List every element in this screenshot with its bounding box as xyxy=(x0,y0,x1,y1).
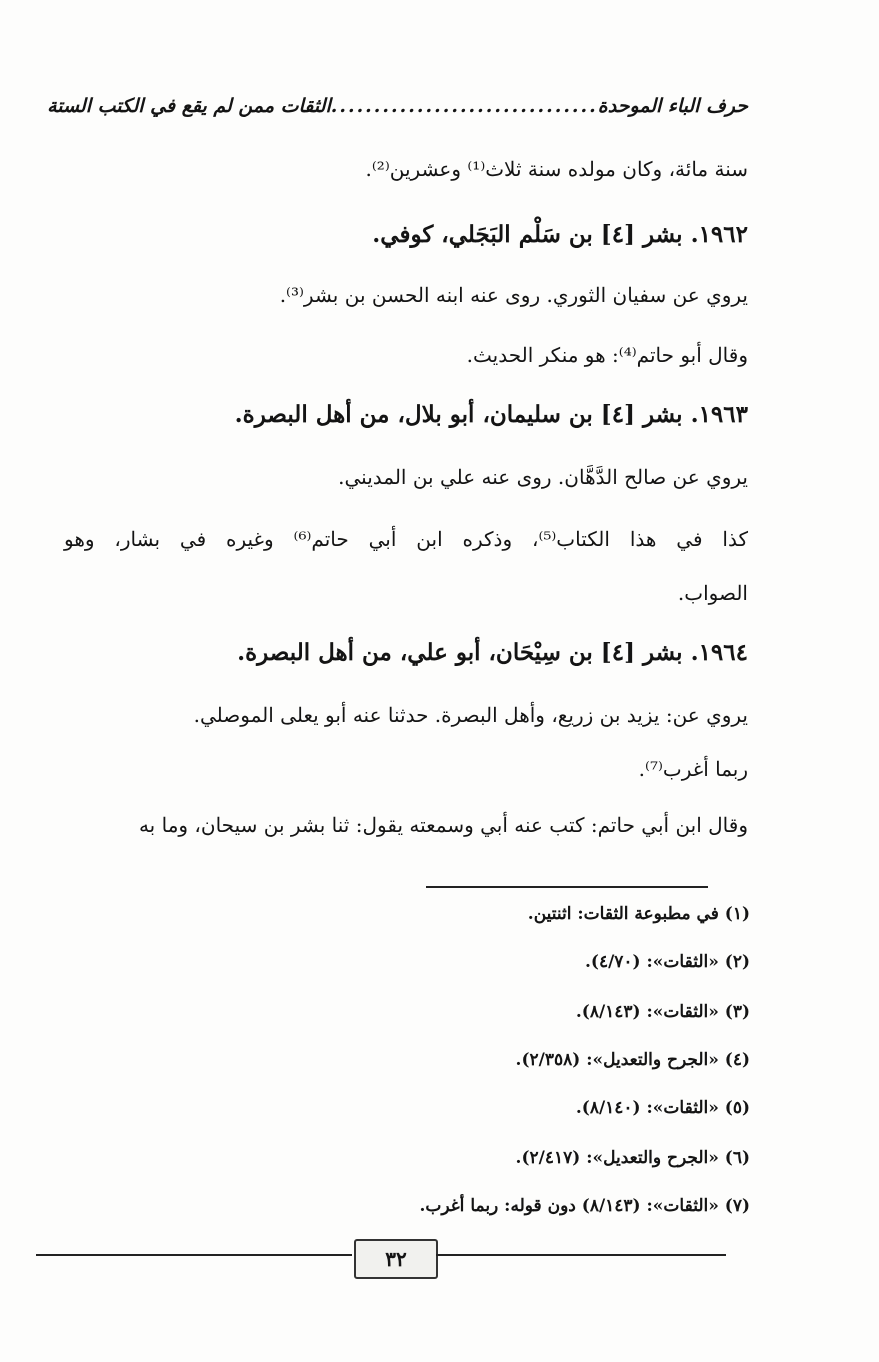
header-book-title: الثقات ممن لم يقع في الكتب الستة xyxy=(47,95,331,117)
text-line: يروي عن: يزيد بن زريع، وأهل البصرة. حدثنا عنه أبو يعلى الموصلي. xyxy=(193,703,748,727)
entry-heading-1963: ١٩٦٣. بشر [٤] بن سليمان، أبو بلال، من أهل البصرة. xyxy=(234,401,748,428)
footnote-6: (٦) «الجرح والتعديل»: (٢/٤١٧). xyxy=(515,1148,750,1168)
text-line: سنة مائة، وكان مولده سنة ثلاث⁽¹⁾ وعشرين⁽²⁾. xyxy=(365,157,748,181)
footnote-1: (١) في مطبوعة الثقات: اثنتين. xyxy=(527,904,750,924)
running-header xyxy=(47,88,748,124)
footnotes xyxy=(380,904,750,1234)
entry-heading-1962: ١٩٦٢. بشر [٤] بن سَلْم البَجَلي، كوفي. xyxy=(372,221,748,248)
header-leader-dots: ............................... xyxy=(330,95,598,117)
text-line: وقال أبو حاتم⁽⁴⁾: هو منكر الحديث. xyxy=(466,343,748,367)
main-text xyxy=(64,140,748,860)
footnote-2: (٢) «الثقات»: (٤/٧٠). xyxy=(584,952,750,972)
entry-heading-1964: ١٩٦٤. بشر [٤] بن سِيْحَان، أبو علي، من أهل البصرة. xyxy=(237,639,748,666)
footer-rule-right xyxy=(436,1254,726,1256)
text-line: يروي عن صالح الدَّهَّان. روى عنه علي بن المديني. xyxy=(338,465,748,489)
footnote-5: (٥) «الثقات»: (٨/١٤٠). xyxy=(575,1098,750,1118)
footnote-7: (٧) «الثقات»: (٨/١٤٣) دون قوله: ربما أغرب. xyxy=(419,1196,750,1216)
footnote-4: (٤) «الجرح والتعديل»: (٢/٣٥٨). xyxy=(515,1050,750,1070)
text-line: وقال ابن أبي حاتم: كتب عنه أبي وسمعته يقول: ثنا بشر بن سيحان، وما به xyxy=(138,813,748,837)
text-line: يروي عن سفيان الثوري. روى عنه ابنه الحسن بن بشر⁽³⁾. xyxy=(279,283,748,307)
text-line: الصواب. xyxy=(677,581,748,605)
footnote-divider xyxy=(426,886,708,888)
footnote-3: (٣) «الثقات»: (٨/١٤٣). xyxy=(575,1002,750,1022)
header-chapter: حرف الباء الموحدة xyxy=(597,95,748,117)
text-line: كذا في هذا الكتاب⁽⁵⁾، وذكره ابن أبي حاتم⁽⁶⁾ وغيره في بشار، وهو xyxy=(64,527,748,551)
text-line: ربما أغرب⁽⁷⁾. xyxy=(638,757,748,781)
page-number: ٣٢ xyxy=(354,1239,438,1279)
footer-rule-left xyxy=(36,1254,352,1256)
